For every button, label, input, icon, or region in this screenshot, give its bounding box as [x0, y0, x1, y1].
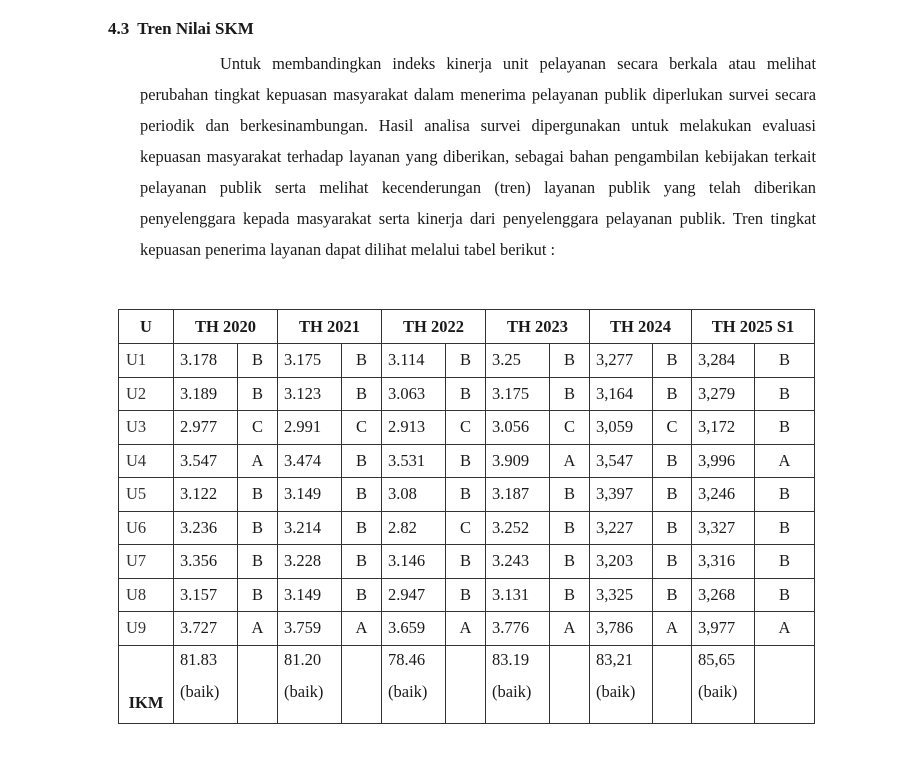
score-cell: 3.243 [486, 545, 550, 579]
ikm-score: 78.46 [388, 649, 426, 669]
unsur-code: U9 [119, 612, 174, 646]
grade-cell: B [446, 578, 486, 612]
grade-cell: B [755, 511, 815, 545]
grade-cell: B [550, 511, 590, 545]
ikm-empty-cell [653, 645, 692, 723]
ikm-score: 83,21 [596, 649, 634, 669]
score-cell: 3.356 [174, 545, 238, 579]
score-cell: 3.08 [382, 478, 446, 512]
score-cell: 3,277 [590, 344, 653, 378]
score-cell: 3.146 [382, 545, 446, 579]
grade-cell: B [446, 545, 486, 579]
score-cell: 3.187 [486, 478, 550, 512]
ikm-value-cell [382, 645, 446, 723]
grade-cell: A [653, 612, 692, 646]
score-cell: 3.228 [278, 545, 342, 579]
score-cell: 3.149 [278, 478, 342, 512]
grade-cell: B [550, 344, 590, 378]
score-cell: 3.214 [278, 511, 342, 545]
unsur-code: U6 [119, 511, 174, 545]
score-cell: 3,279 [692, 377, 755, 411]
table-row [119, 411, 815, 445]
ikm-category: (baik) [492, 681, 532, 701]
unsur-code: U1 [119, 344, 174, 378]
table-row [119, 478, 815, 512]
score-cell: 3,397 [590, 478, 653, 512]
score-cell: 3,227 [590, 511, 653, 545]
score-cell: 3,268 [692, 578, 755, 612]
score-cell: 3.776 [486, 612, 550, 646]
grade-cell: B [342, 377, 382, 411]
score-cell: 2.977 [174, 411, 238, 445]
grade-cell: B [550, 545, 590, 579]
score-cell: 3.474 [278, 444, 342, 478]
body-paragraph: Untuk membandingkan indeks kinerja unit pelayanan secara berkala atau melihat perubahan tingkat kepuasan masyarakat dalam menerima pelayanan publik diperlukan survei secara periodik dan berkesinambungan. Hasil analisa survei dipergunakan untuk melakukan evaluasi kepuasan masyarakat terhadap layanan yang diberikan, sebagai bahan pengambilan kebijakan terkait pelayanan publik serta melihat kecenderungan (tren) layanan publik yang telah diberikan penyelenggara kepada masyarakat serta kinerja dari penyelenggara pelayanan publik. Tren tingkat kepuasan penerima layanan dapat dilihat melalui tabel berikut : [140, 54, 816, 259]
grade-cell: B [238, 511, 278, 545]
ikm-score: 81.20 [284, 649, 322, 669]
score-cell: 3.236 [174, 511, 238, 545]
grade-cell: B [238, 344, 278, 378]
header-unsur: U [119, 310, 174, 344]
score-cell: 2.913 [382, 411, 446, 445]
score-cell: 3.727 [174, 612, 238, 646]
score-cell: 3,246 [692, 478, 755, 512]
grade-cell: B [550, 377, 590, 411]
grade-cell: B [446, 444, 486, 478]
header-year: TH 2021 [278, 310, 382, 344]
grade-cell: A [238, 444, 278, 478]
score-cell: 3,316 [692, 545, 755, 579]
score-cell: 3,325 [590, 578, 653, 612]
ikm-empty-cell [342, 645, 382, 723]
ikm-empty-cell [238, 645, 278, 723]
grade-cell: B [755, 478, 815, 512]
grade-cell: B [238, 377, 278, 411]
grade-cell: B [342, 478, 382, 512]
score-cell: 2.82 [382, 511, 446, 545]
ikm-category: (baik) [698, 681, 738, 701]
grade-cell: A [755, 612, 815, 646]
grade-cell: C [550, 411, 590, 445]
score-cell: 3.056 [486, 411, 550, 445]
ikm-category: (baik) [388, 681, 428, 701]
unsur-code: U2 [119, 377, 174, 411]
score-cell: 3.131 [486, 578, 550, 612]
score-cell: 3,059 [590, 411, 653, 445]
header-year: TH 2024 [590, 310, 692, 344]
score-cell: 3.547 [174, 444, 238, 478]
grade-cell: C [446, 511, 486, 545]
score-cell: 3.123 [278, 377, 342, 411]
grade-cell: B [755, 578, 815, 612]
grade-cell: B [550, 578, 590, 612]
score-cell: 3.189 [174, 377, 238, 411]
grade-cell: A [446, 612, 486, 646]
grade-cell: B [653, 377, 692, 411]
table-row [119, 344, 815, 378]
score-cell: 3,786 [590, 612, 653, 646]
score-cell: 3.063 [382, 377, 446, 411]
ikm-empty-cell [446, 645, 486, 723]
grade-cell: C [446, 411, 486, 445]
ikm-value-cell [486, 645, 550, 723]
grade-cell: C [342, 411, 382, 445]
grade-cell: B [342, 344, 382, 378]
ikm-value-cell [174, 645, 238, 723]
grade-cell: A [550, 612, 590, 646]
score-cell: 3.759 [278, 612, 342, 646]
score-cell: 3,164 [590, 377, 653, 411]
section-title: Tren Nilai SKM [137, 19, 254, 38]
ikm-category: (baik) [596, 681, 636, 701]
ikm-score: 83.19 [492, 649, 530, 669]
grade-cell: B [653, 444, 692, 478]
grade-cell: B [755, 545, 815, 579]
unsur-code: U5 [119, 478, 174, 512]
score-cell: 2.947 [382, 578, 446, 612]
grade-cell: B [755, 411, 815, 445]
grade-cell: B [238, 545, 278, 579]
grade-cell: B [653, 545, 692, 579]
ikm-score: 85,65 [698, 649, 736, 669]
score-cell: 3.659 [382, 612, 446, 646]
ikm-label: IKM [119, 645, 174, 723]
score-cell: 3.175 [486, 377, 550, 411]
table-header-row [119, 310, 815, 344]
ikm-value-cell [590, 645, 653, 723]
score-cell: 3,996 [692, 444, 755, 478]
table-row [119, 511, 815, 545]
ikm-score: 81.83 [180, 649, 218, 669]
ikm-value-cell [692, 645, 755, 723]
grade-cell: C [653, 411, 692, 445]
grade-cell: B [653, 511, 692, 545]
section-heading [108, 19, 254, 39]
grade-cell: B [755, 377, 815, 411]
unsur-code: U8 [119, 578, 174, 612]
header-year: TH 2023 [486, 310, 590, 344]
grade-cell: A [550, 444, 590, 478]
grade-cell: A [238, 612, 278, 646]
score-cell: 3.157 [174, 578, 238, 612]
score-cell: 2.991 [278, 411, 342, 445]
score-cell: 3,547 [590, 444, 653, 478]
grade-cell: B [550, 478, 590, 512]
grade-cell: B [342, 545, 382, 579]
grade-cell: C [238, 411, 278, 445]
table-row [119, 578, 815, 612]
score-cell: 3,327 [692, 511, 755, 545]
grade-cell: B [342, 444, 382, 478]
score-cell: 3,172 [692, 411, 755, 445]
grade-cell: B [446, 377, 486, 411]
score-cell: 3.909 [486, 444, 550, 478]
grade-cell: B [342, 578, 382, 612]
grade-cell: B [446, 344, 486, 378]
grade-cell: A [755, 444, 815, 478]
header-year: TH 2025 S1 [692, 310, 815, 344]
score-cell: 3,284 [692, 344, 755, 378]
table-row [119, 612, 815, 646]
score-cell: 3.178 [174, 344, 238, 378]
grade-cell: B [238, 478, 278, 512]
grade-cell: A [342, 612, 382, 646]
unsur-code: U4 [119, 444, 174, 478]
header-year: TH 2020 [174, 310, 278, 344]
grade-cell: B [653, 478, 692, 512]
score-cell: 3,977 [692, 612, 755, 646]
ikm-category: (baik) [180, 681, 220, 701]
ikm-row [119, 645, 815, 723]
grade-cell: B [342, 511, 382, 545]
grade-cell: B [653, 578, 692, 612]
score-cell: 3.252 [486, 511, 550, 545]
score-cell: 3.149 [278, 578, 342, 612]
grade-cell: B [446, 478, 486, 512]
score-cell: 3.175 [278, 344, 342, 378]
score-cell: 3.25 [486, 344, 550, 378]
ikm-category: (baik) [284, 681, 324, 701]
score-cell: 3,203 [590, 545, 653, 579]
score-cell: 3.531 [382, 444, 446, 478]
skm-trend-table [118, 309, 815, 724]
table-row [119, 545, 815, 579]
section-number: 4.3 [108, 19, 130, 38]
unsur-code: U3 [119, 411, 174, 445]
table-row [119, 377, 815, 411]
header-year: TH 2022 [382, 310, 486, 344]
grade-cell: B [653, 344, 692, 378]
grade-cell: B [755, 344, 815, 378]
grade-cell: B [238, 578, 278, 612]
ikm-empty-cell [550, 645, 590, 723]
unsur-code: U7 [119, 545, 174, 579]
score-cell: 3.114 [382, 344, 446, 378]
ikm-empty-cell [755, 645, 815, 723]
table-row [119, 444, 815, 478]
ikm-value-cell [278, 645, 342, 723]
score-cell: 3.122 [174, 478, 238, 512]
